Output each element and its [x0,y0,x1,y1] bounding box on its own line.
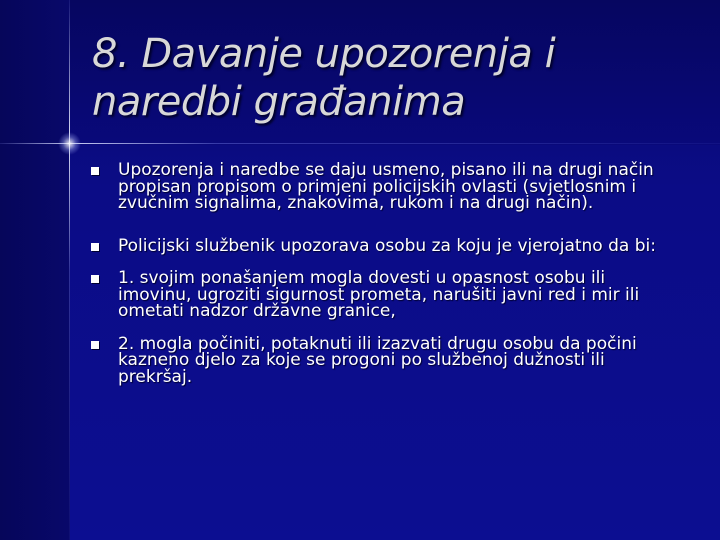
vertical-divider-line [69,0,70,540]
bullet-text: Policijski službenik upozorava osobu za koju je vjerojatno da bi: [118,235,656,256]
left-band [0,0,70,540]
square-bullet-icon [91,167,99,175]
horizontal-divider-line [0,143,720,144]
bullet-item [90,270,675,320]
bullet-item [90,235,675,256]
bullet-item [90,162,675,212]
bullet-item [90,333,675,387]
square-bullet-icon [91,243,99,251]
square-bullet-icon [91,275,99,283]
bullet-text: 1. svojim ponašanjem mogla dovesti u opasnost osobu ili imovinu, ugroziti sigurnost prometa, narušiti javni red i mir ili ometati nadzor državne granice, [118,268,640,321]
bullet-list [90,162,675,385]
slide-title: 8. Davanje upozorenja i naredbi građanima [92,31,556,125]
bullet-text: Upozorenja i naredbe se daju usmeno, pisano ili na drugi način propisan propisom o primjeni policijskih ovlasti (svjetlosnim i zvučnim signalima, znakovima, rukom i na drugi način). [118,160,654,213]
crosshair-glow [58,132,81,155]
bullet-text: 2. mogla počiniti, potaknuti ili izazvati drugu osobu da počini kazneno djelo za koje se progoni po službenoj dužnosti ili prekršaj. [118,333,637,387]
square-bullet-icon [91,341,99,349]
